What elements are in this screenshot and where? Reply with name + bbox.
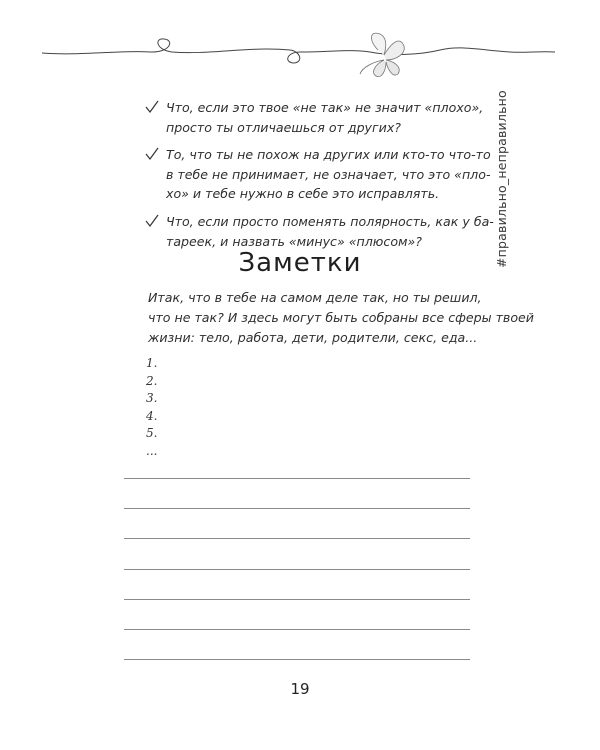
intro-paragraph <box>148 288 534 348</box>
checklist-line: просто ты отличаешься от других? <box>166 119 401 135</box>
list-number: 4. <box>146 408 158 423</box>
list-number: 2. <box>146 373 158 388</box>
numbered-list <box>146 355 157 460</box>
checklist-line: хо» и тебе нужно в себе это исправлять. <box>166 186 440 202</box>
intro-line: что не так? И здесь могут быть собраны все сферы твоей <box>148 310 534 325</box>
checklist-line: тареек, и назвать «минус» «плюсом»? <box>166 233 422 249</box>
checklist <box>144 98 494 259</box>
list-number: 3. <box>146 391 158 405</box>
checklist-item <box>144 98 484 137</box>
page-number: 19 <box>290 680 310 698</box>
list-number: 1. <box>146 356 158 370</box>
section-heading: Заметки <box>238 248 362 278</box>
checklist-item <box>144 212 494 251</box>
writing-rule <box>124 629 470 630</box>
writing-rule <box>124 599 470 600</box>
checkmark-icon <box>144 99 160 115</box>
checklist-line: в тебе не принимает, не означает, что это «пло- <box>166 166 491 182</box>
checklist-line: Что, если это твое «не так» не значит «плохо», <box>166 100 484 115</box>
checklist-line: То, что ты не похож на других или кто-то что-то <box>166 147 491 163</box>
notes-lines <box>124 478 470 689</box>
writing-rule <box>124 659 470 660</box>
list-number: ... <box>146 443 158 458</box>
side-hashtag: #правильно_неправильно <box>494 90 509 268</box>
checkmark-icon <box>144 213 160 229</box>
checkmark-icon <box>144 146 160 162</box>
intro-line: жизни: тело, работа, дети, родители, секс, еда... <box>148 330 478 345</box>
butterfly-ornament <box>0 0 600 100</box>
checklist-line: Что, если просто поменять полярность, как у ба- <box>166 213 494 229</box>
writing-rule <box>124 569 470 570</box>
writing-rule <box>124 508 470 509</box>
checklist-item <box>144 145 491 204</box>
writing-rule <box>124 538 470 539</box>
list-number: 5. <box>146 426 158 440</box>
intro-line: Итак, что в тебе на самом деле так, но ты решил, <box>148 290 482 305</box>
writing-rule <box>124 478 470 479</box>
